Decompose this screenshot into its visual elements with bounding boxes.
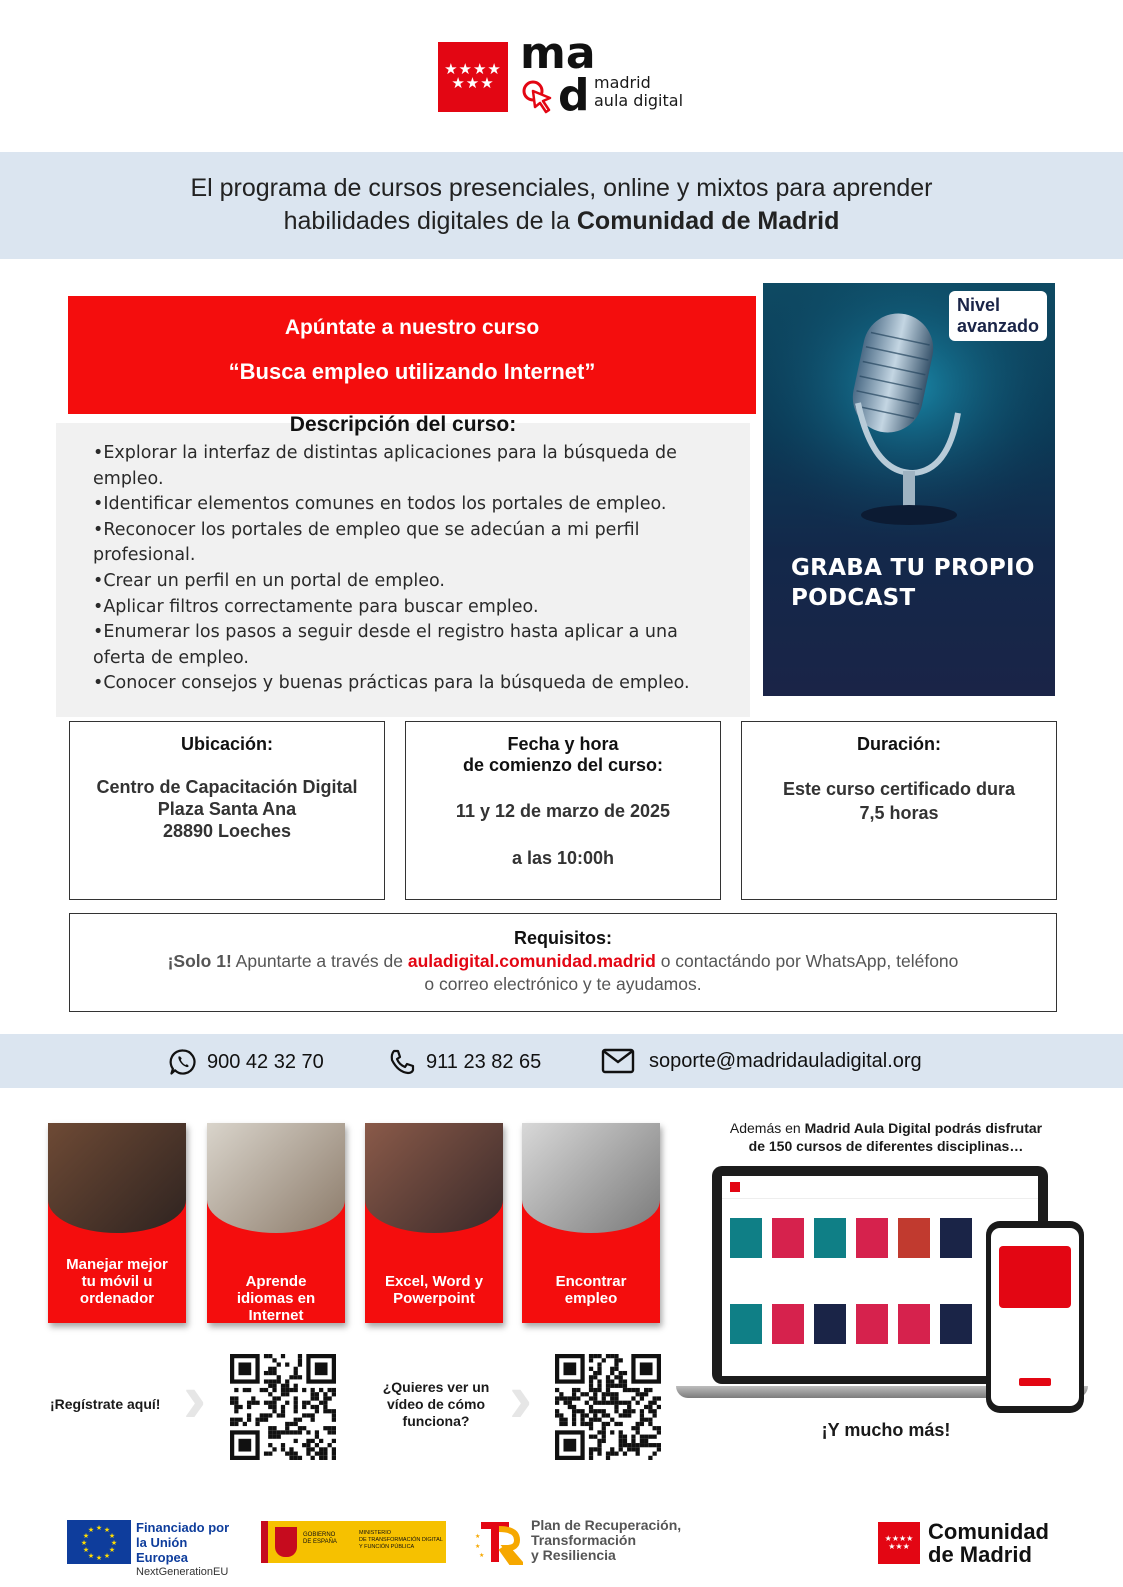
gov-line2: DE ESPAÑA [303,1539,337,1545]
svg-text:★: ★ [82,1533,90,1540]
video-line1: ¿Quieres ver un [382,1379,490,1395]
course-tile [730,1304,762,1344]
svg-text:★: ★ [80,1540,88,1547]
eu-text [136,1520,242,1580]
description-title: Descripción del curso: [289,413,517,436]
svg-text:★: ★ [108,1547,116,1554]
email-contact[interactable] [601,1048,922,1074]
madrid-flag-logo [438,42,508,112]
phone-screen-content [991,1228,1079,1406]
cm-text [928,1520,1049,1566]
svg-text:★: ★ [87,1553,95,1560]
spain-coat-of-arms [275,1527,297,1557]
comunidad-madrid-logo [878,1520,1068,1566]
requirements-box [69,913,1057,1012]
svg-text:★: ★ [87,1527,95,1534]
date-box [405,721,721,900]
app-logo-mark [730,1182,740,1192]
requirements-bold: ¡Solo 1! [167,951,232,971]
course-card-label: Manejar mejor tu móvil u ordenador [66,1256,168,1307]
video-qr-code[interactable] [555,1354,661,1460]
podcast-course-card [763,283,1055,696]
duration-heading: Duración: [856,734,941,754]
podcast-title-line1: GRABA TU PROPIO [791,555,1035,581]
course-title-box [68,296,756,414]
cm-line2: de Madrid [928,1542,1032,1567]
logo-wordmark [594,74,683,110]
gov-text [303,1532,337,1546]
gov-line1: GOBIERNO [303,1532,336,1538]
course-card-label: Excel, Word y Powerpoint [384,1273,484,1307]
location-box [69,721,385,900]
course-tile [814,1304,846,1344]
eu-stars-icon [67,1520,131,1564]
email-address: soporte@madridauladigital.org [649,1049,922,1072]
spain-government-logo [261,1521,446,1563]
phone-contact[interactable] [388,1048,541,1076]
intro-banner-text [0,172,1123,238]
whatsapp-contact[interactable] [169,1048,324,1076]
course-cta: Apúntate a nuestro curso [284,316,540,339]
course-card-label: Encontrar empleo [555,1273,627,1307]
eu-line1: Financiado por [136,1520,230,1535]
logo-letters-top: ma [520,28,596,79]
requirements-text-b: o contactándo por WhatsApp, teléfono [655,951,959,971]
course-tile [898,1218,930,1258]
phone-hero-image [999,1246,1071,1308]
requirements-line1 [70,951,1056,972]
eu-funding-logo [67,1520,242,1578]
duration-line2: 7,5 horas [859,803,939,823]
requirements-line2: o correo electrónico y te ayudamos. [424,974,702,994]
svg-text:★: ★ [103,1527,111,1534]
plan-line2: Transformación [531,1532,637,1548]
svg-text:★: ★ [82,1547,90,1554]
level-badge-line2: avanzado [956,316,1039,336]
svg-text:★: ★ [95,1555,103,1562]
description-item: •Identificar elementos comunes en todos los portales de empleo. [93,494,667,515]
course-tile [772,1304,804,1344]
podcast-title-line2: PODCAST [791,585,916,611]
banner-line2-prefix: habilidades digitales de la [283,207,577,235]
description-item: •Explorar la interfaz de distintas aplicaciones para la búsqueda de empleo. [93,443,677,489]
ministry-line2: DE TRANSFORMACIÓN DIGITAL [359,1537,443,1543]
chevron-right-icon: › [183,1359,207,1437]
eu-flag [67,1520,131,1564]
contact-bar [0,1034,1123,1088]
cm-flag: ★★★★ ★★★ [878,1522,920,1564]
location-line3: 28890 Loeches [162,821,292,841]
description-item: •Enumerar los pasos a seguir desde el registro hasta aplicar a una oferta de empleo. [93,622,678,668]
duration-line1: Este curso certificado dura [782,779,1016,799]
spain-flag-stripe [261,1521,268,1563]
eu-line3: NextGenerationEU [136,1566,229,1578]
recovery-plan-text [531,1518,681,1563]
course-card-photo [207,1123,345,1233]
signup-link[interactable]: auladigital.comunidad.madrid [407,951,656,971]
eu-line2: la Unión Europea [136,1535,189,1565]
podcast-title [791,553,1035,613]
course-tile [814,1218,846,1258]
mail-icon [601,1048,635,1074]
course-dates: 11 y 12 de marzo de 2025 [455,801,671,821]
duration-box [741,721,1057,900]
date-heading-line2: de comienzo del curso: [462,755,664,775]
svg-text:★: ★ [103,1553,111,1560]
recovery-plan-icon [473,1518,523,1566]
course-card-photo [522,1123,660,1233]
banner-line1: El programa de cursos presenciales, online y mixtos para aprender [190,174,933,202]
date-heading-line1: Fecha y hora [507,734,619,754]
svg-text:★: ★ [479,1553,485,1559]
level-badge [949,291,1047,341]
course-card-office[interactable] [365,1123,503,1323]
promo-line1-a: Además en [729,1120,805,1136]
course-card-employment[interactable] [522,1123,660,1323]
cursor-click-icon [520,78,556,114]
video-line3: funciona? [402,1413,470,1429]
whatsapp-number: 900 42 32 70 [207,1050,324,1073]
phone-icon [388,1048,416,1076]
description-list [93,441,713,697]
course-tile [856,1218,888,1258]
course-tile [856,1304,888,1344]
mad-logo-letters [520,28,596,121]
course-title: “Busca empleo utilizando Internet” [228,359,596,384]
description-item: •Reconocer los portales de empleo que se adecúan a mi perfil profesional. [93,519,640,566]
recovery-plan-logo [473,1518,693,1566]
course-tile [730,1218,762,1258]
course-tile [898,1304,930,1344]
ministry-line1: MINISTERIO [359,1530,392,1536]
promo-text [706,1119,1066,1155]
requirements-text-a: Apuntarte a través de [231,951,408,971]
promo-line1 [706,1119,1066,1137]
whatsapp-icon [169,1048,197,1076]
register-label: ¡Regístrate aquí! [50,1396,161,1412]
course-card-languages[interactable] [207,1123,345,1323]
course-tile [772,1218,804,1258]
banner-line2-bold: Comunidad de Madrid [576,207,840,235]
svg-text:★: ★ [95,1525,103,1532]
app-header-bar [722,1176,1038,1199]
app-section-tiles-row1 [730,1218,1030,1268]
level-badge-line1: Nivel [956,295,1000,315]
course-card-devices[interactable] [48,1123,186,1323]
chevron-right-icon: › [509,1359,533,1437]
svg-text:★: ★ [108,1533,116,1540]
app-section-tiles-row2 [730,1304,1030,1354]
ministry-line3: Y FUNCIÓN PÚBLICA [359,1544,415,1550]
course-tile [940,1304,972,1344]
svg-text:★: ★ [110,1540,118,1547]
ministry-text [359,1530,443,1551]
promo-more: ¡Y mucho más! [821,1420,951,1440]
logo-line1: madrid [594,73,651,92]
video-line2: vídeo de cómo [386,1396,486,1412]
requirements-heading: Requisitos: [513,928,612,948]
cm-line1: Comunidad [928,1519,1049,1544]
logo-line2: aula digital [594,91,684,110]
location-line2: Plaza Santa Ana [157,799,297,819]
description-item: •Conocer consejos y buenas prácticas para la búsqueda de empleo. [93,673,690,694]
flag-stars: ★★★★ ★★★ [444,61,502,92]
banner-line2 [0,205,1123,238]
phone-cta-button [1019,1378,1051,1386]
logo-letters-bottom: d [558,70,590,121]
course-card-photo [48,1123,186,1233]
plan-line1: Plan de Recuperación, [531,1517,682,1533]
promo-line2: de 150 cursos de diferentes disciplinas… [748,1138,1024,1154]
location-heading: Ubicación: [180,734,273,754]
course-time: a las 10:00h [511,848,615,868]
phone-number: 911 23 82 65 [426,1050,542,1073]
course-card-label: Aprende idiomas en Internet [236,1273,316,1323]
course-card-photo [365,1123,503,1233]
promo-line1-b: Madrid Aula Digital podrás disfrutar [804,1120,1043,1136]
description-item: •Crear un perfil en un portal de empleo. [93,570,445,591]
svg-text:★: ★ [475,1534,481,1540]
course-tile [940,1218,972,1258]
location-line1: Centro de Capacitación Digital [96,777,358,797]
video-question [376,1379,496,1430]
plan-line3: y Resiliencia [531,1547,616,1563]
register-qr-code[interactable] [230,1354,336,1460]
svg-text:★: ★ [475,1544,481,1550]
description-item: •Aplicar filtros correctamente para buscar empleo. [93,596,539,617]
